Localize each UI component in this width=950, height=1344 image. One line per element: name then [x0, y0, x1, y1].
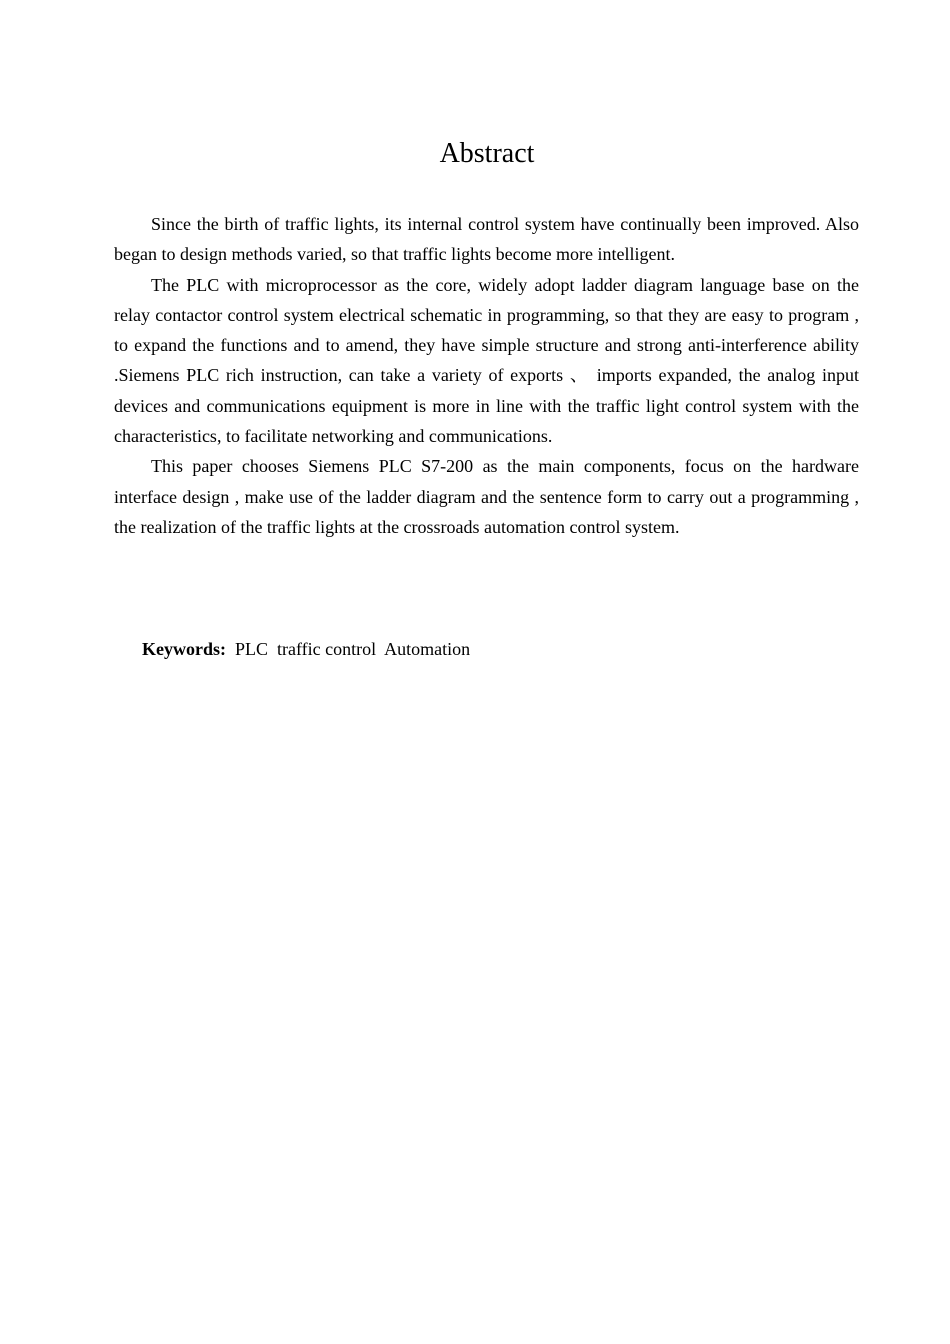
abstract-paragraph: This paper chooses Siemens PLC S7-200 as the main components, focus on the hardware interface design , make use of the ladder diagram and the sentence form to carry out a programming , the realization of the traffic lights at the crossroads automation control system.	[114, 456, 859, 537]
keywords-label: Keywords:	[142, 639, 226, 659]
keywords-line	[142, 636, 470, 662]
abstract-body	[114, 209, 859, 542]
page-title: Abstract	[439, 138, 535, 169]
abstract-paragraph: Since the birth of traffic lights, its internal control system have continually been improved. Also began to design methods varied, so that traffic lights become more intelligent.	[114, 214, 859, 265]
abstract-paragraph: The PLC with microprocessor as the core, widely adopt ladder diagram language base on the relay contactor control system electrical schematic in programming, so that they are easy to program , to expand the functions and to amend, they have simple structure and strong anti-interference ability .Siemens PLC rich instruction, can take a variety of exports 、 imports expanded, the analog input devices and communications equipment is more in line with the traffic light control system with the characteristics, to facilitate networking and communications.	[114, 274, 859, 447]
keywords-values: PLC traffic control Automation	[235, 639, 471, 659]
